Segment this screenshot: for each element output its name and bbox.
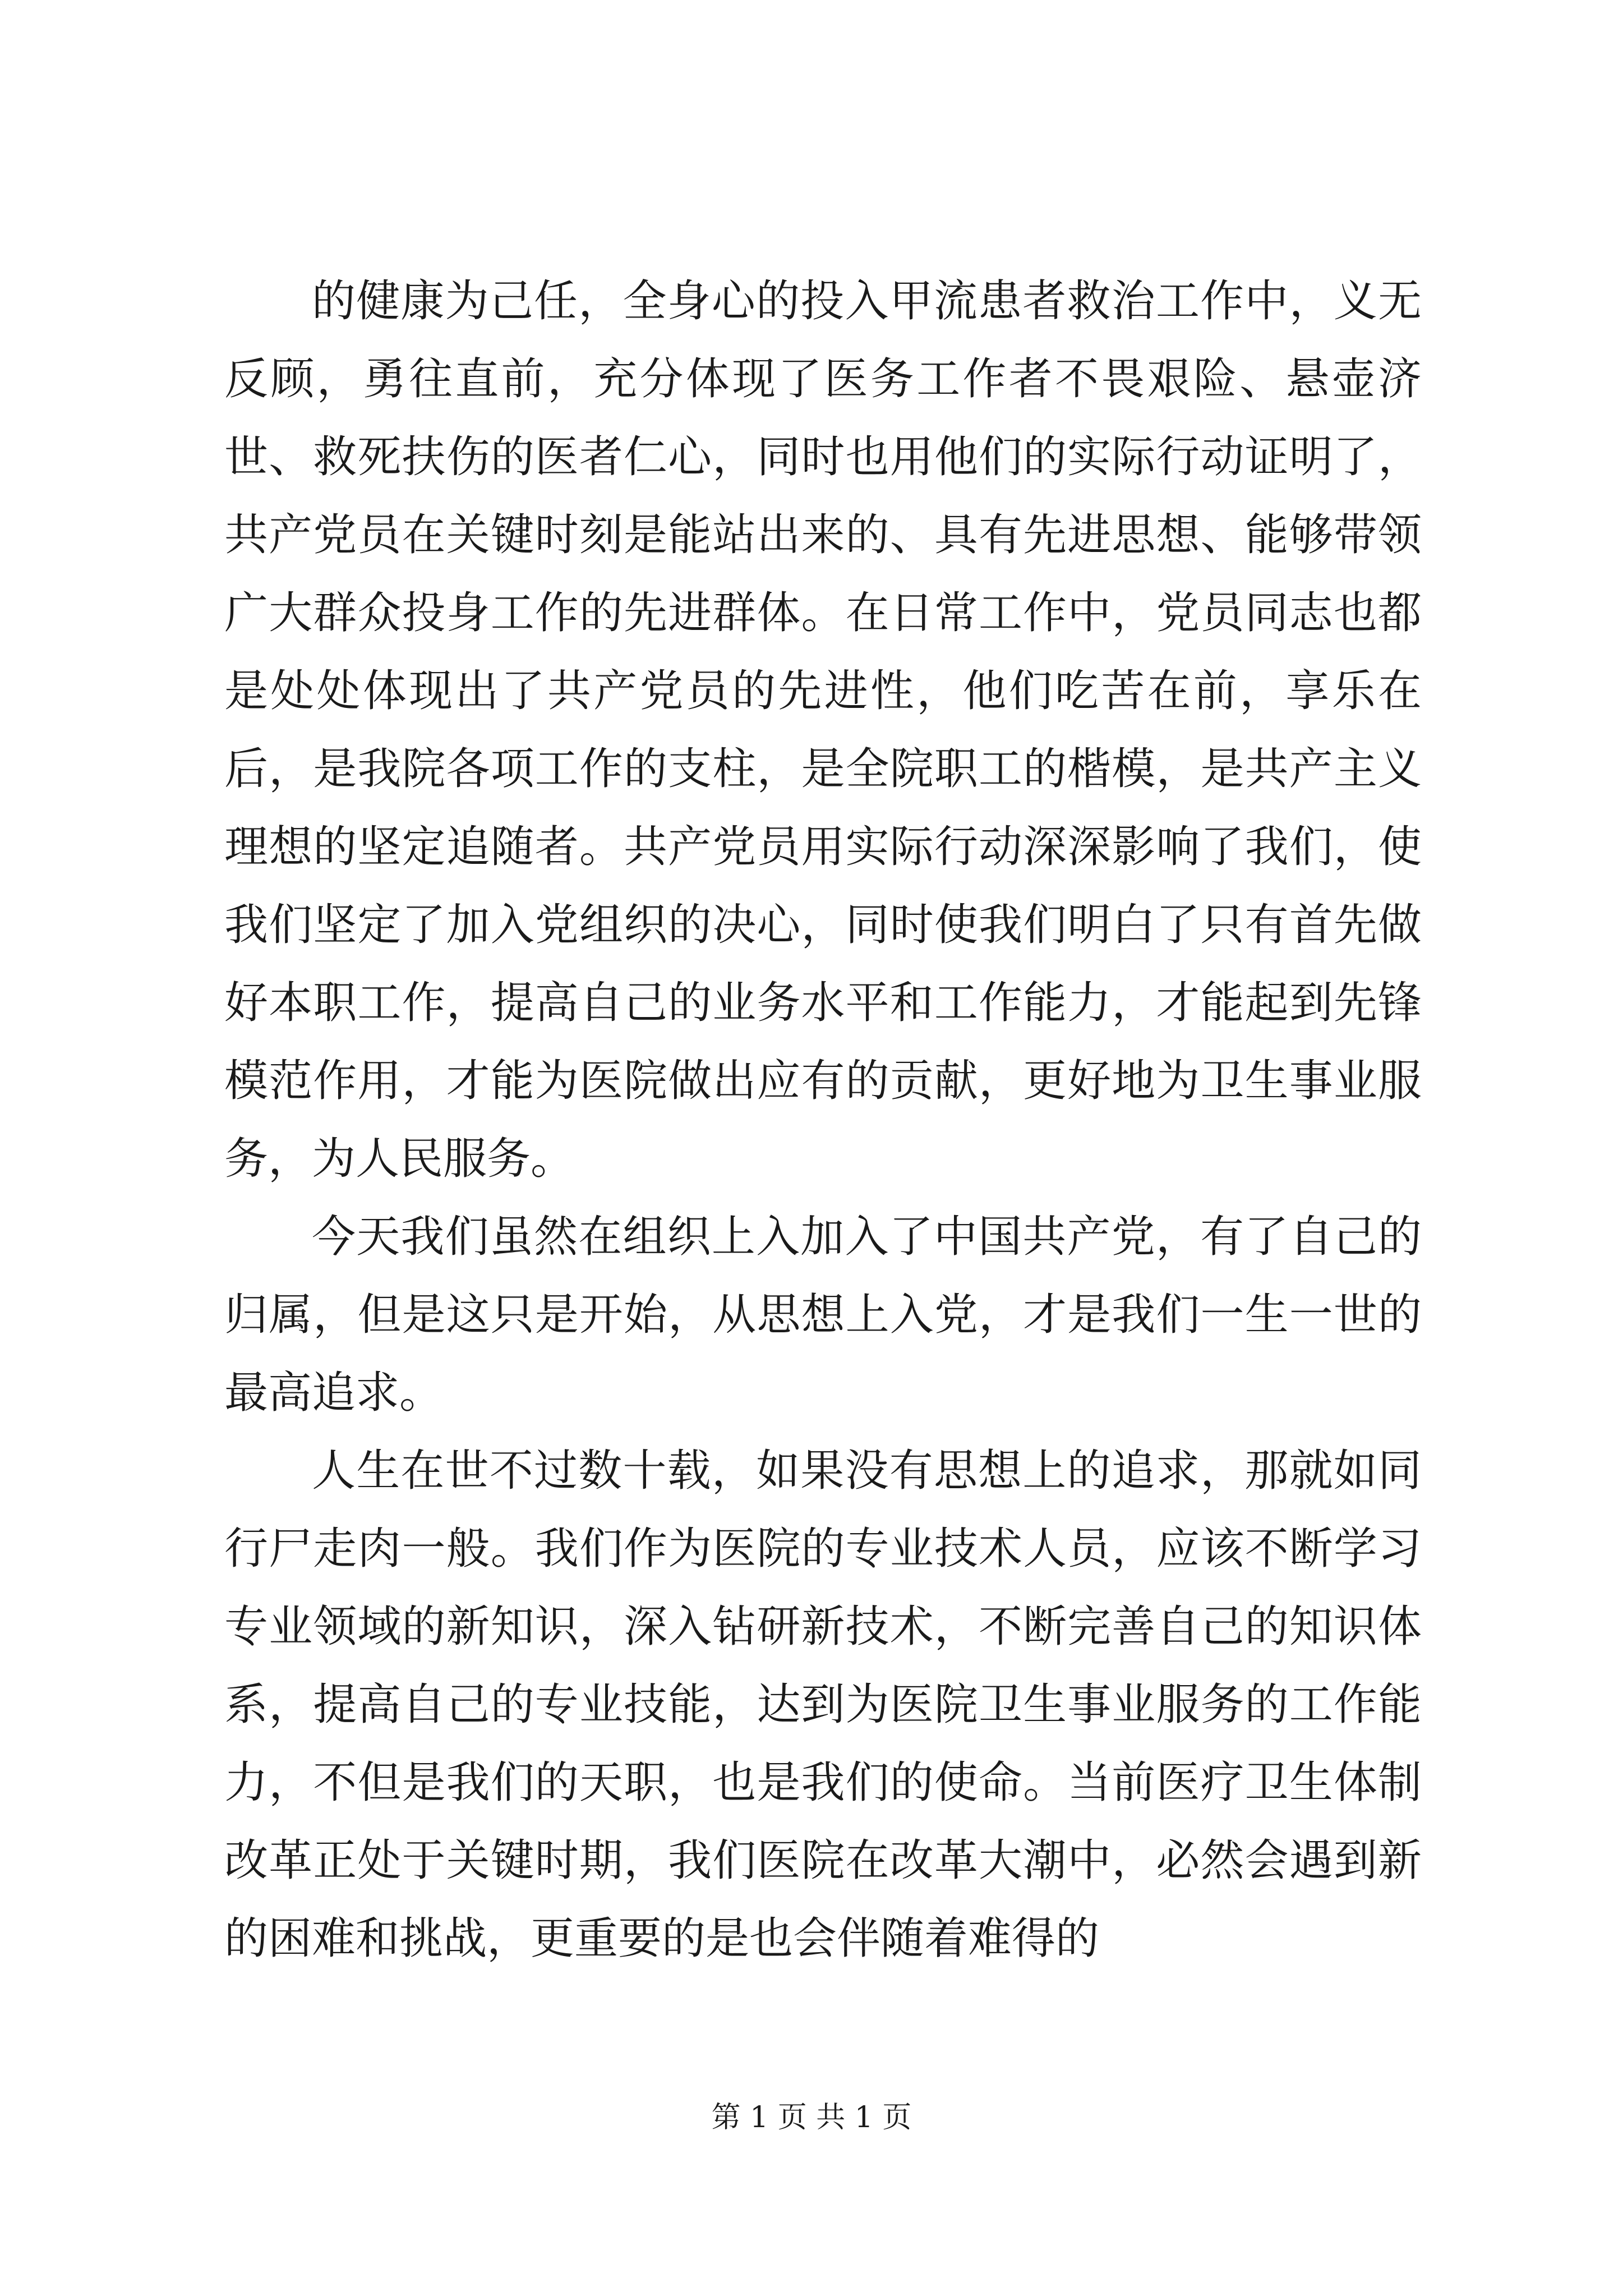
paragraph-1: 的健康为己任，全身心的投入甲流患者救治工作中，义无反顾，勇往直前，充分体现了医务工作者不畏艰险、悬壶济世、救死扶伤的医者仁心，同时也用他们的实际行动证明了，共产党员在关键时刻是能站出来的、具有先进思想、能够带领广大群众投身工作的先进群体。在日常工作中，党员同志也都是处处体现出了共产党员的先进性，他们吃苦在前，享乐在后，是我院各项工作的支柱，是全院职工的楷模，是共产主义理想的坚定追随者。共产党员用实际行动深深影响了我们，使我们坚定了加入党组织的决心，同时使我们明白了只有首先做好本职工作，提高自己的业务水平和工作能力，才能起到先锋模范作用，才能为医院做出应有的贡献，更好地为卫生事业服务，为人民服务。 [224,276,1422,1184]
paragraph-2: 今天我们虽然在组织上入加入了中国共产党，有了自己的归属，但是这只是开始，从思想上入党，才是我们一生一世的最高追求。 [224,1212,1422,1418]
page-number-footer: 第 1 页 共 1 页 [711,2101,912,2134]
document-body [224,263,1422,1978]
paragraph-3: 人生在世不过数十载，如果没有思想上的追求，那就如同行尸走肉一般。我们作为医院的专业技术人员，应该不断学习专业领域的新知识，深入钻研新技术，不断完善自己的知识体系，提高自己的专业技能，达到为医院卫生事业服务的工作能力，不但是我们的天职，也是我们的使命。当前医疗卫生体制改革正处于关键时期，我们医院在改革大潮中，必然会遇到新的困难和挑战，更重要的是也会伴随着难得的 [224,1446,1422,1964]
